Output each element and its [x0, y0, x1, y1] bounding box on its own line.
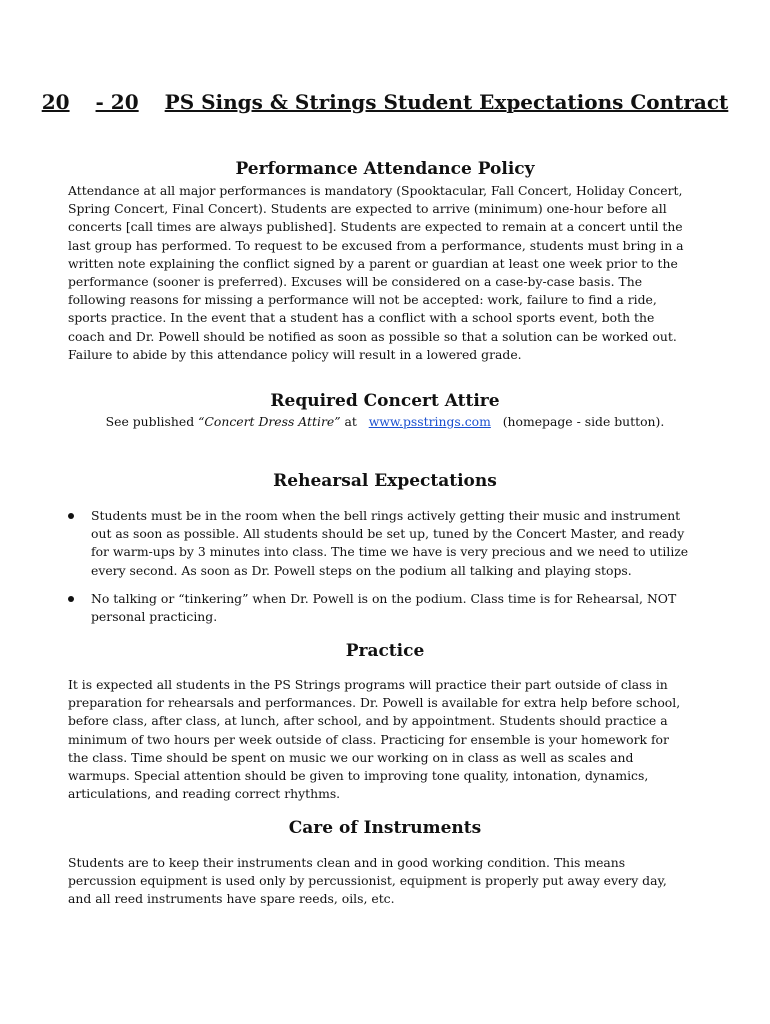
title-text: PS Sings & Strings Student Expectations Contract	[164, 90, 729, 114]
attire-heading: Required Concert Attire	[270, 391, 500, 411]
rehearsal-line: every second. As soon as Dr. Powell steps on the podium all talking and playing stops.	[91, 562, 632, 578]
attendance-line: Spring Concert, Final Concert). Students are expected to arrive (minimum) one-hour before all	[68, 201, 667, 217]
attire-line	[0, 413, 770, 431]
attire-doc-name: “Concert Dress Attire”	[198, 414, 341, 429]
attendance-line: coach and Dr. Powell should be notified as soon as possible so that a solution can be worked out.	[68, 328, 677, 344]
practice-paragraph	[68, 676, 708, 803]
title-year-sep: - 20	[95, 90, 139, 114]
attendance-heading: Performance Attendance Policy	[235, 159, 535, 179]
rehearsal-line: Students must be in the room when the bell rings actively getting their music and instrument	[91, 508, 681, 523]
attendance-line: sports practice. In the event that a student has a conflict with a school sports event, both the	[68, 310, 655, 326]
practice-heading: Practice	[345, 641, 425, 661]
care-line: percussion equipment is used only by percussionist, equipment is properly put away every day,	[68, 873, 667, 889]
attendance-paragraph	[68, 182, 708, 364]
attendance-line: concerts [call times are always published]. Students are expected to remain at a concert until the	[68, 219, 683, 235]
practice-line: articulations, and reading correct rhythms.	[68, 786, 341, 802]
attire-prefix: See published	[105, 414, 195, 429]
practice-line: It is expected all students in the PS Strings programs will practice their part outside of class in	[68, 677, 668, 692]
title-year-start: 20	[41, 90, 70, 114]
care-heading: Care of Instruments	[288, 818, 482, 838]
attendance-line: performance (sooner is preferred). Excuses will be considered on a case-by-case basis. The	[68, 274, 643, 290]
list-item	[68, 590, 708, 626]
care-line: and all reed instruments have spare reeds, oils, etc.	[68, 891, 395, 907]
attendance-line: written note explaining the conflict signed by a parent or guardian at least one week prior to the	[68, 255, 678, 271]
rehearsal-line: No talking or “tinkering” when Dr. Powell is on the podium. Class time is for Rehearsal, NOT	[91, 590, 677, 606]
rehearsal-line: for warm-ups by 3 minutes into class. The time we have is very precious and we need to utilize	[91, 544, 689, 560]
care-paragraph	[68, 854, 708, 909]
care-line: Students are to keep their instruments clean and in good working condition. This means	[68, 855, 626, 870]
practice-line: preparation for rehearsals and performances. Dr. Powell is available for extra help before school,	[68, 695, 681, 711]
attendance-line: last group has performed. To request to be excused from a performance, students must bring in a	[68, 237, 684, 253]
bullet-icon	[68, 513, 74, 519]
list-item	[68, 507, 708, 580]
practice-line: the class. Time should be spent on music we our working on in class as well as scales and	[68, 749, 634, 765]
attendance-line: Attendance at all major performances is mandatory (Spooktacular, Fall Concert, Holiday Concert,	[68, 183, 683, 198]
rehearsal-list	[68, 507, 708, 626]
bullet-icon	[68, 596, 74, 602]
practice-line: minimum of two hours per week outside of class. Practicing for ensemble is your homework for	[68, 731, 669, 747]
attendance-line: following reasons for missing a performance will not be accepted: work, failure to find a ride,	[68, 292, 657, 308]
practice-line: warmups. Special attention should be given to improving tone quality, intonation, dynamics,	[68, 768, 649, 784]
page-title	[0, 88, 770, 116]
rehearsal-line: out as soon as possible. All students should be set up, tuned by the Concert Master, and ready	[91, 526, 685, 542]
attire-at: at	[344, 414, 357, 429]
rehearsal-heading: Rehearsal Expectations	[273, 471, 497, 491]
rehearsal-line: personal practicing.	[91, 609, 218, 625]
practice-line: before class, after class, at lunch, after school, and by appointment. Students should practice a	[68, 713, 668, 729]
psstrings-link[interactable]: www.psstrings.com	[368, 414, 491, 429]
attire-suffix: (homepage - side button).	[502, 414, 665, 429]
attendance-line: Failure to abide by this attendance policy will result in a lowered grade.	[68, 346, 522, 362]
